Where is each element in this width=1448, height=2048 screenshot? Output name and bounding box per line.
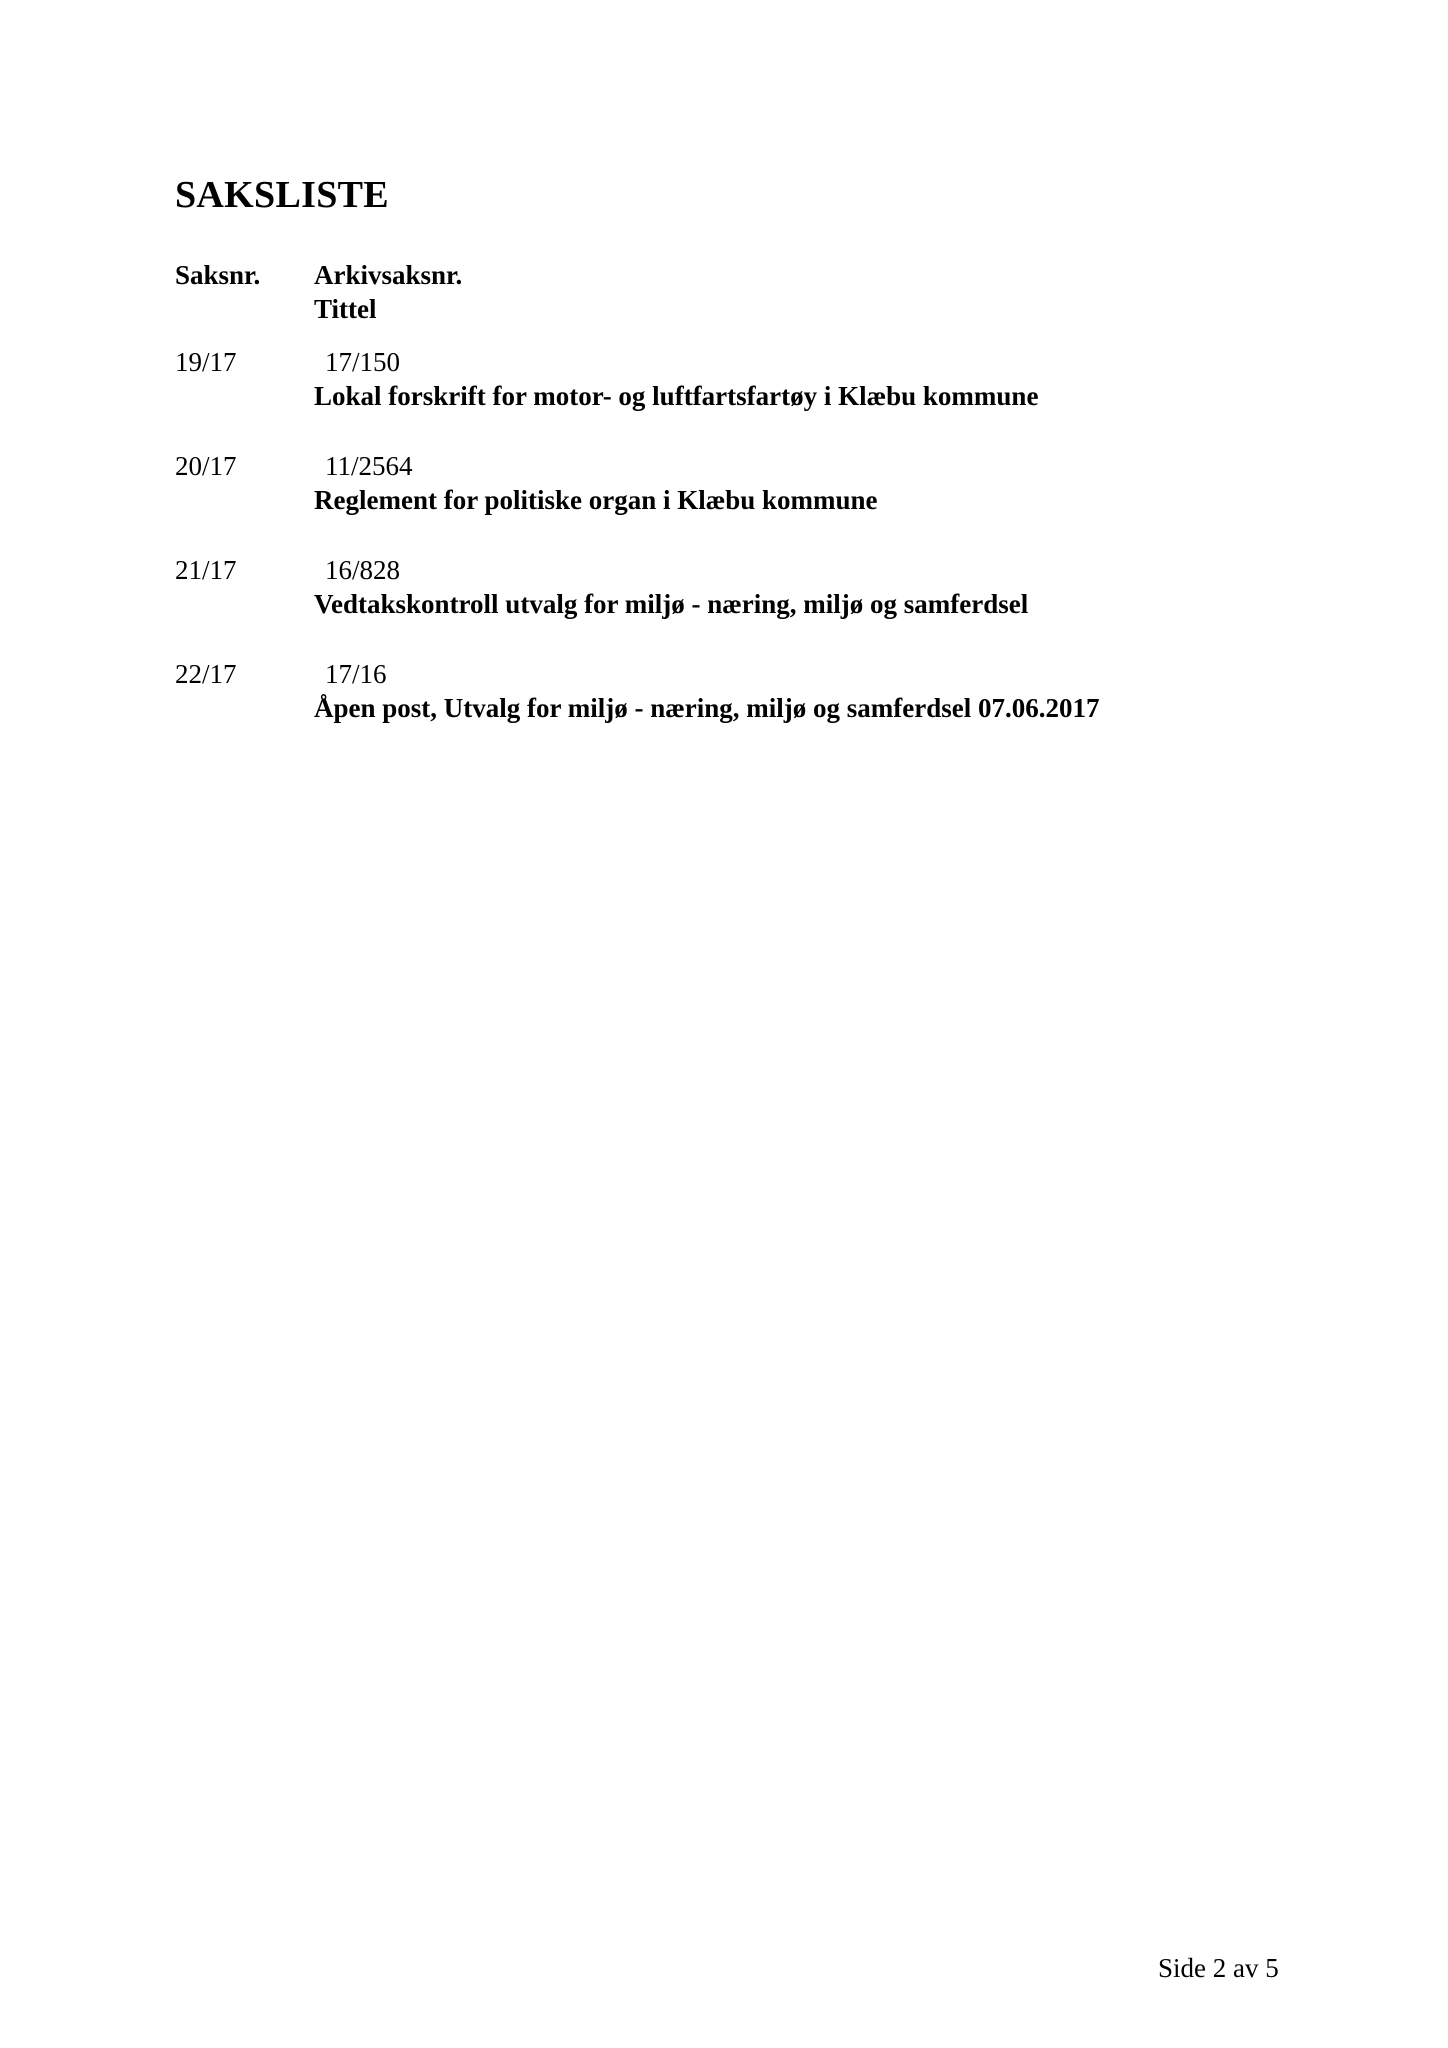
page-title: SAKSLISTE bbox=[175, 174, 389, 216]
column-header-tittel: Tittel bbox=[314, 294, 377, 324]
list-item bbox=[0, 453, 1448, 533]
item-title: Lokal forskrift for motor- og luftfartsfartøy i Klæbu kommune bbox=[314, 381, 1039, 411]
item-arkivsaksnr: 17/16 bbox=[325, 659, 387, 689]
item-arkivsaksnr: 17/150 bbox=[325, 347, 401, 377]
item-arkivsaksnr: 11/2564 bbox=[325, 451, 413, 481]
list-item bbox=[0, 661, 1448, 741]
column-header-arkivsaksnr: Arkivsaksnr. bbox=[314, 260, 463, 290]
item-title: Åpen post, Utvalg for miljø - næring, miljø og samferdsel 07.06.2017 bbox=[314, 693, 1100, 723]
item-arkivsaksnr: 16/828 bbox=[325, 555, 401, 585]
item-saksnr: 20/17 bbox=[175, 451, 237, 481]
list-item bbox=[0, 557, 1448, 637]
column-header-saksnr: Saksnr. bbox=[175, 260, 261, 290]
item-saksnr: 22/17 bbox=[175, 659, 237, 689]
list-item bbox=[0, 349, 1448, 429]
item-title: Reglement for politiske organ i Klæbu kommune bbox=[314, 485, 878, 515]
item-saksnr: 21/17 bbox=[175, 555, 237, 585]
item-saksnr: 19/17 bbox=[175, 347, 237, 377]
page-number: Side 2 av 5 bbox=[1158, 1953, 1279, 1983]
item-title: Vedtakskontroll utvalg for miljø - næring, miljø og samferdsel bbox=[314, 589, 1029, 619]
